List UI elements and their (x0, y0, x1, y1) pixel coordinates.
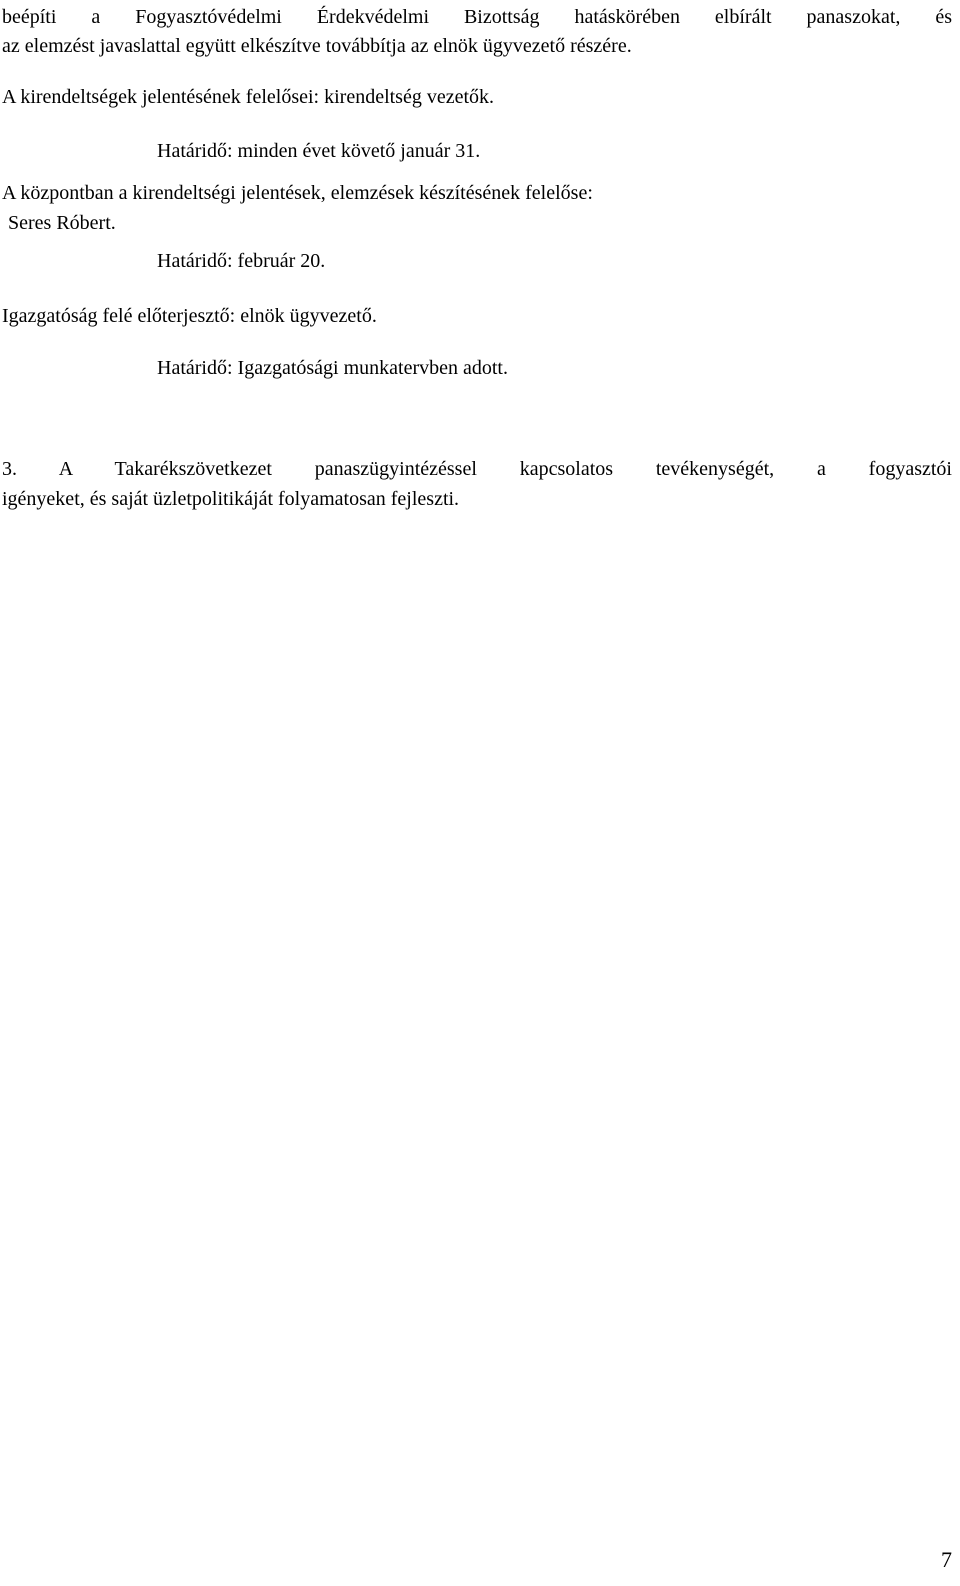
center-responsible-line-1: A központban a kirendeltségi jelentések, elemzések készítésének felelőse: (2, 182, 593, 204)
deadline-board-workplan: Határidő: Igazgatósági munkatervben adott. (157, 357, 508, 379)
section-3-line-1: 3. A Takarékszövetkezet panaszügyintézéssel kapcsolatos tevékenységét, a fogyasztói (2, 458, 952, 480)
deadline-february: Határidő: február 20. (157, 250, 326, 272)
page-number: 7 (941, 1547, 952, 1572)
center-responsible-line-2: Seres Róbert. (8, 212, 116, 234)
intro-line-1: beépíti a Fogyasztóvédelmi Érdekvédelmi Bizottság hatáskörében elbírált panaszokat, és (2, 6, 952, 28)
intro-line-2: az elemzést javaslattal együtt elkészítve továbbítja az elnök ügyvezető részére. (2, 35, 632, 57)
board-submitter: Igazgatóság felé előterjesztő: elnök ügyvezető. (2, 305, 377, 327)
branch-responsibles: A kirendeltségek jelentésének felelősei: kirendeltség vezetők. (2, 86, 495, 108)
deadline-january: Határidő: minden évet követő január 31. (157, 140, 481, 162)
section-3-line-2: igényeket, és saját üzletpolitikáját folyamatosan fejleszti. (2, 488, 460, 510)
